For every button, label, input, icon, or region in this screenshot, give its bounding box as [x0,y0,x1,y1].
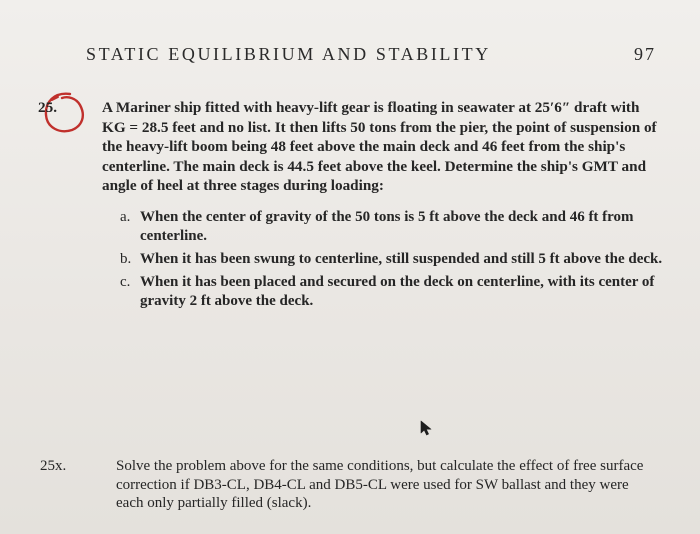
part-letter: b. [120,250,132,267]
part-letter: c. [120,273,131,290]
part-text: When it has been placed and secured on the deck on centerline, with its center of gravity 2 ft above the deck. [140,273,655,309]
mouse-pointer-icon [420,420,434,436]
followup-number: 25x. [40,458,67,474]
followup-statement [40,457,648,513]
problem-25x [40,457,648,513]
problem-part-a [120,208,665,246]
problem-statement [38,98,660,196]
part-text: When it has been swung to centerline, still suspended and still 5 ft above the deck. [140,250,663,267]
problem-number: 25. [38,99,57,116]
problem-text: A Mariner ship fitted with heavy-lift gear is floating in seawater at 25′6″ draft with KG = 28.5 feet and no list. It then lifts 50 tons from the pier, the point of suspension of the heavy-lift boom being 48 feet above the main deck and 46 feet from the ship's centerline. The main deck is 44.5 feet above the keel. Determine the ship's GMT and angle of heel at three stages during loading: [102,99,657,195]
problem-parts [70,208,663,311]
problem-25 [38,98,663,315]
problem-part-c [120,273,665,311]
running-head: STATIC EQUILIBRIUM AND STABILITY [86,44,491,64]
part-text: When the center of gravity of the 50 tons is 5 ft above the deck and 46 ft from centerline. [140,208,634,244]
page-header [86,44,656,72]
followup-text: Solve the problem above for the same conditions, but calculate the effect of free surface correction if DB3-CL, DB4-CL and DB5-CL were used for SW ballast and they were each only partially filled (slack). [116,458,644,511]
part-letter: a. [120,208,131,225]
page-number: 97 [634,44,656,64]
problem-part-b [120,250,665,269]
